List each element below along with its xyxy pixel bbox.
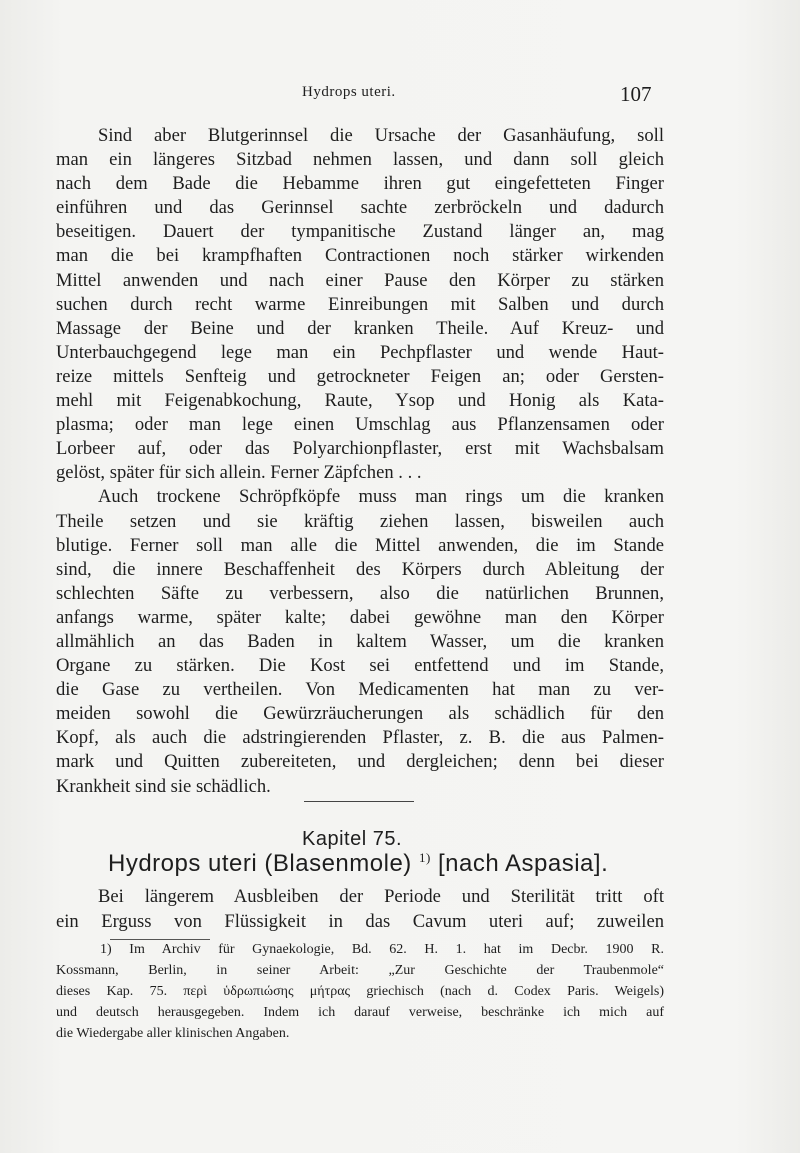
chapter-title-suffix: [nach Aspasia]. <box>437 850 609 877</box>
text-line: meiden sowohl die Gewürzräucherungen als schädlich für den <box>56 703 664 725</box>
text-line: man ein längeres Sitzbad nehmen lassen, und dann soll gleich <box>56 149 664 171</box>
running-title: Hydrops uteri. <box>302 84 396 100</box>
text-line: die Gase zu vertheilen. Von Medicamenten hat man zu ver- <box>56 679 664 701</box>
footnote-reference[interactable]: 1) <box>418 850 431 865</box>
text-line: plasma; oder man lege einen Umschlag aus Pflanzensamen oder <box>56 414 664 436</box>
text-line: Unterbauchgegend lege man ein Pechpflaster und wende Haut- <box>56 341 664 363</box>
text-line: Kopf, als auch die adstringierenden Pflaster, z. B. die aus Palmen- <box>56 727 664 749</box>
chapter-number: Kapitel 75. <box>302 828 403 850</box>
chapter-text <box>56 884 664 934</box>
page-number: 107 <box>620 82 652 106</box>
text-line: gelöst, später für sich allein. Ferner Zäpfchen . . . <box>56 462 422 484</box>
chapter-title-text: Hydrops uteri (Blasenmole) <box>108 850 412 877</box>
footnote-line: und deutsch herausgegeben. Indem ich darauf verweise, beschränke ich mich auf <box>56 1005 664 1020</box>
text-line: Sind aber Blutgerinnsel die Ursache der Gasanhäufung, soll <box>98 125 664 146</box>
text-line: blutige. Ferner soll man alle die Mittel anwenden, die im Stande <box>56 534 664 556</box>
footnote-line: 1) Im Archiv für Gynaekologie, Bd. 62. H. 1. hat im Decbr. 1900 R. <box>100 942 664 957</box>
text-line: Lorbeer auf, oder das Polyarchionpflaster, erst mit Wachsbalsam <box>56 438 664 460</box>
text-line: Mittel anwenden und nach einer Pause den Körper zu stärken <box>56 269 664 291</box>
text-line: suchen durch recht warme Einreibungen mit Salben und durch <box>56 293 664 315</box>
text-line: nach dem Bade die Hebamme ihren gut eingefetteten Finger <box>56 173 664 195</box>
text-line: reize mittels Senfteig und getrockneter Feigen an; oder Gersten- <box>56 365 664 387</box>
footnote-line: dieses Kap. 75. περὶ ὑδρωπιώσης μήτρας griechisch (nach d. Codex Paris. Weigels) <box>56 984 664 999</box>
section-divider <box>304 801 414 802</box>
text-line: schlechten Säfte zu verbessern, also die natürlichen Brunnen, <box>56 582 664 604</box>
text-line: mark und Quitten zubereiteten, und dergleichen; denn bei dieser <box>56 751 664 773</box>
text-line: anfangs warme, später kalte; dabei gewöhne man den Körper <box>56 606 664 628</box>
text-line: Auch trockene Schröpfköpfe muss man rings um die kranken <box>98 486 664 508</box>
body-text <box>56 124 664 799</box>
text-line: einführen und das Gerinnsel sachte zerbröckeln und dadurch <box>56 197 664 219</box>
text-line: Massage der Beine und der kranken Theile. Auf Kreuz- und <box>56 317 664 339</box>
text-line: mehl mit Feigenabkochung, Raute, Ysop und Honig als Kata- <box>56 390 664 412</box>
chapter-title <box>108 850 608 878</box>
page-header <box>0 78 800 118</box>
text-line: man die bei krampfhaften Contractionen noch stärker wirkenden <box>56 245 664 267</box>
text-line: ein Erguss von Flüssigkeit in das Cavum uteri auf; zuweilen <box>56 911 664 932</box>
text-line: Organe zu stärken. Die Kost sei entfettend und im Stande, <box>56 655 664 677</box>
text-line: beseitigen. Dauert der tympanitische Zustand länger an, mag <box>56 221 664 243</box>
footnote-line: Kossmann, Berlin, in seiner Arbeit: „Zur Geschichte der Traubenmole“ <box>56 963 664 978</box>
text-line: Theile setzen und sie kräftig ziehen lassen, bisweilen auch <box>56 510 664 532</box>
footnote-line: die Wiedergabe aller klinischen Angaben. <box>56 1026 290 1041</box>
text-line: sind, die innere Beschaffenheit des Körpers durch Ableitung der <box>56 558 664 580</box>
footnotes <box>56 939 664 1044</box>
text-line: Krankheit sind sie schädlich. <box>56 775 271 797</box>
text-line: Bei längerem Ausbleiben der Periode und Sterilität tritt oft <box>98 886 664 907</box>
text-line: allmählich an das Baden in kaltem Wasser, um die kranken <box>56 630 664 652</box>
